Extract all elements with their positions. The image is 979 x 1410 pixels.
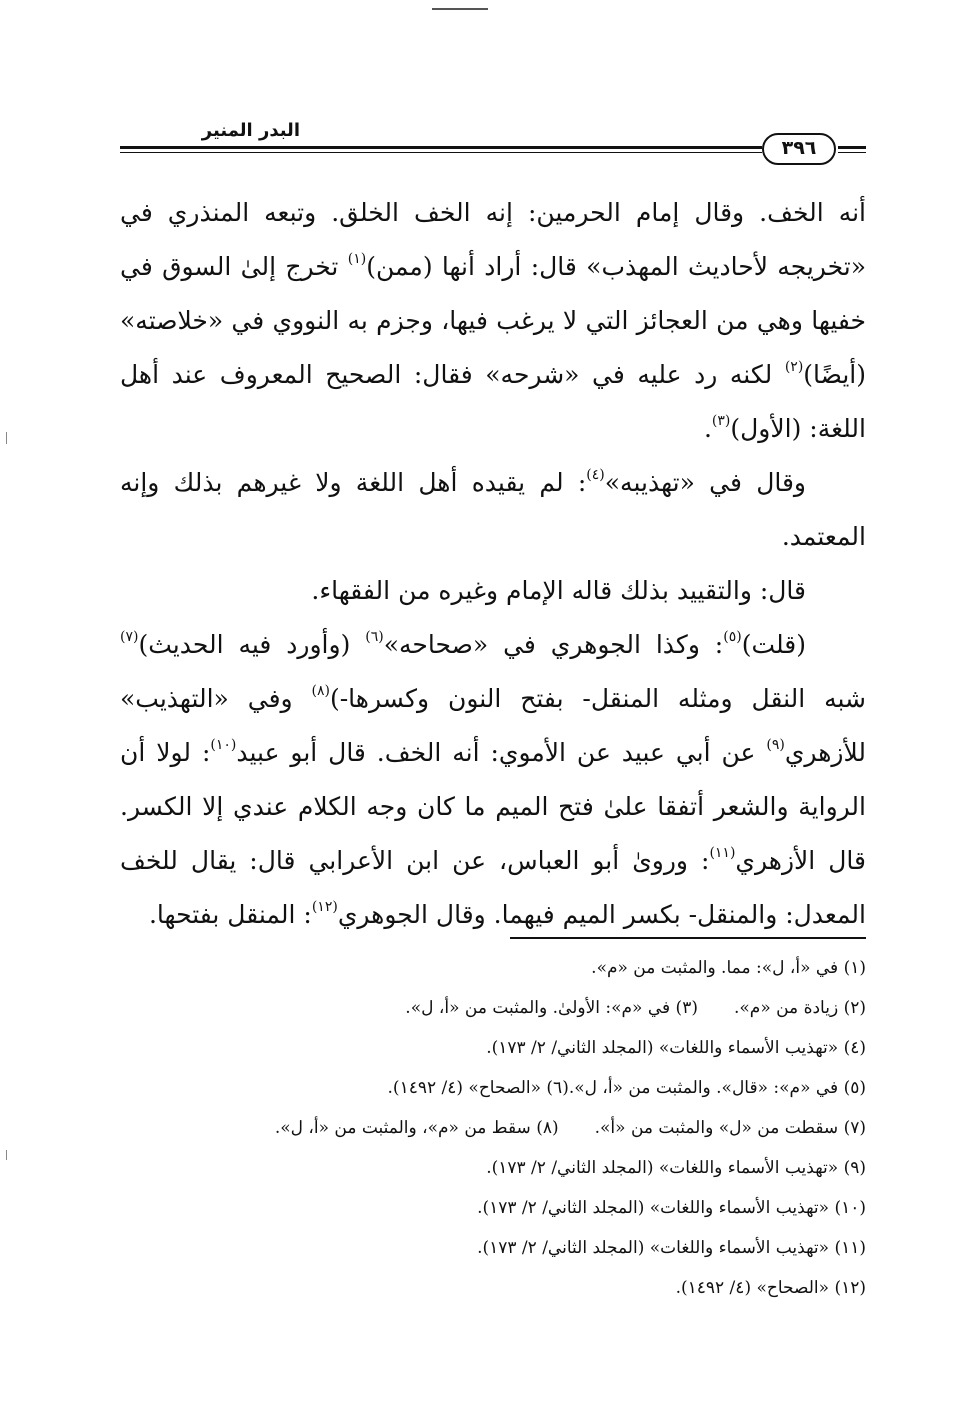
text-run: أنه الخف. وقال إمام الحرمين: إنه الخف الخلق. وتبعه المنذري في «تخريجه لأحاديث المهذب» قال: أراد أنها (ممن) [120,198,866,281]
main-text [120,186,866,942]
footnote-line-2-3 [120,988,866,1028]
text-run: (قلت) [741,630,806,659]
footnote-ref-1: (١) [347,251,367,267]
footnote-separator [510,937,866,939]
footnote-2: (٢) زيادة من «م». [733,998,866,1018]
footnote-7: (٧) سقطت من «ل» والمثبت من «أ». [594,1118,866,1138]
text-run: : لم يقيده أهل اللغة ولا غيرهم بذلك وإنه المعتمد. [120,468,866,551]
text-run: وقال في «تهذيبه» [604,468,806,497]
footnote-ref-5: (٥) [723,629,742,645]
header-rule-thin [120,152,762,153]
footnote-11: (١١) «تهذيب الأسماء واللغات» (المجلد الثاني/ ٢/ ١٧٣). [477,1238,866,1258]
footnote-line-7-8 [120,1108,866,1148]
paragraph-1 [120,186,866,456]
header-rule-thick [120,146,762,149]
text-run: تخرج إلىٰ السوق في خفيها وهي من العجائز التي لا يرغب فيها، وجزم به النووي في «خلاصته» (أيضًا) [120,252,866,389]
text-run: لكنه رد عليه في «شرحه» فقال: الصحيح المعروف عند أهل اللغة: (الأول) [120,360,866,443]
footnote-ref-12: (١٢) [311,899,338,915]
page-number-badge: ٣٩٦ [762,133,836,165]
text-run: : المنقل بفتحها. [148,900,312,929]
paragraph-3: قال: والتقييد بذلك قاله الإمام وغيره من الفقهاء. [311,576,806,605]
footnote-1: (١) في «أ، ل»: مما. والمثبت من «م». [591,958,866,978]
footnote-line-5-6 [120,1068,866,1108]
header-rule-thin-right [838,152,866,153]
footnote-ref-8: (٨) [311,683,330,699]
footnote-ref-10: (١٠) [210,737,237,753]
text-run: : لولا أن الرواية والشعر أتفقا علىٰ فتح الميم ما كان وجه الكلام عندي إلا الكسر. قال الأزهري [120,738,866,875]
scan-edge-mark [6,1150,7,1160]
footnote-8: (٨) سقط من «م»، والمثبت من «أ، ل». [274,1118,559,1138]
text-run: : وكذا الجوهري في «صحاحه» [383,630,724,659]
text-run: عن أبي عبيد عن الأموي: أنه الخف. قال أبو عبيد [236,738,767,767]
footnote-ref-9: (٩) [766,737,785,753]
header-rule-thick-right [838,146,866,149]
footnote-10: (١٠) «تهذيب الأسماء واللغات» (المجلد الثاني/ ٢/ ١٧٣). [477,1198,866,1218]
text-run: . [703,414,712,443]
text-run: : وروىٰ أبو العباس، عن ابن الأعرابي قال: يقال للخف المعدل: والمنقل- بكسر الميم فيهما. وقال الجوهري [120,846,866,929]
paragraph-2 [120,456,866,564]
paragraph-4 [120,618,866,942]
scan-edge-mark [6,432,7,444]
text-run: شبه النقل ومثله المنقل- بفتح النون وكسرها-) [329,684,866,713]
footnotes [120,948,866,1308]
footnote-ref-11: (١١) [709,845,736,861]
footnote-ref-4: (٤) [586,467,605,483]
footnote-12: (١٢) «الصحاح» (٤/ ١٤٩٢). [675,1278,866,1298]
footnote-4: (٤) «تهذيب الأسماء واللغات» (المجلد الثاني/ ٢/ ١٧٣). [486,1038,866,1058]
footnote-3: (٣) في «م»: الأولىٰ. والمثبت من «أ، ل». [405,998,698,1018]
footnote-ref-6: (٦) [365,629,384,645]
footnote-ref-2: (٢) [784,359,804,375]
text-run: وفي «التهذيب» للأزهري [120,684,866,767]
running-title: البدر المنير [201,120,300,141]
text-run: (وأورد فيه الحديث) [138,630,366,659]
footnote-5: (٥) في «م»: «قال». والمثبت من «أ، ل». [568,1078,866,1098]
top-crop-mark [432,8,488,10]
page-header [120,115,866,175]
footnote-6: (٦) «الصحاح» (٤/ ١٤٩٢). [387,1078,569,1098]
footnote-ref-3: (٣) [711,413,731,429]
footnote-9: (٩) «تهذيب الأسماء واللغات» (المجلد الثاني/ ٢/ ١٧٣). [486,1158,866,1178]
footnote-ref-7: (٧) [120,629,139,645]
